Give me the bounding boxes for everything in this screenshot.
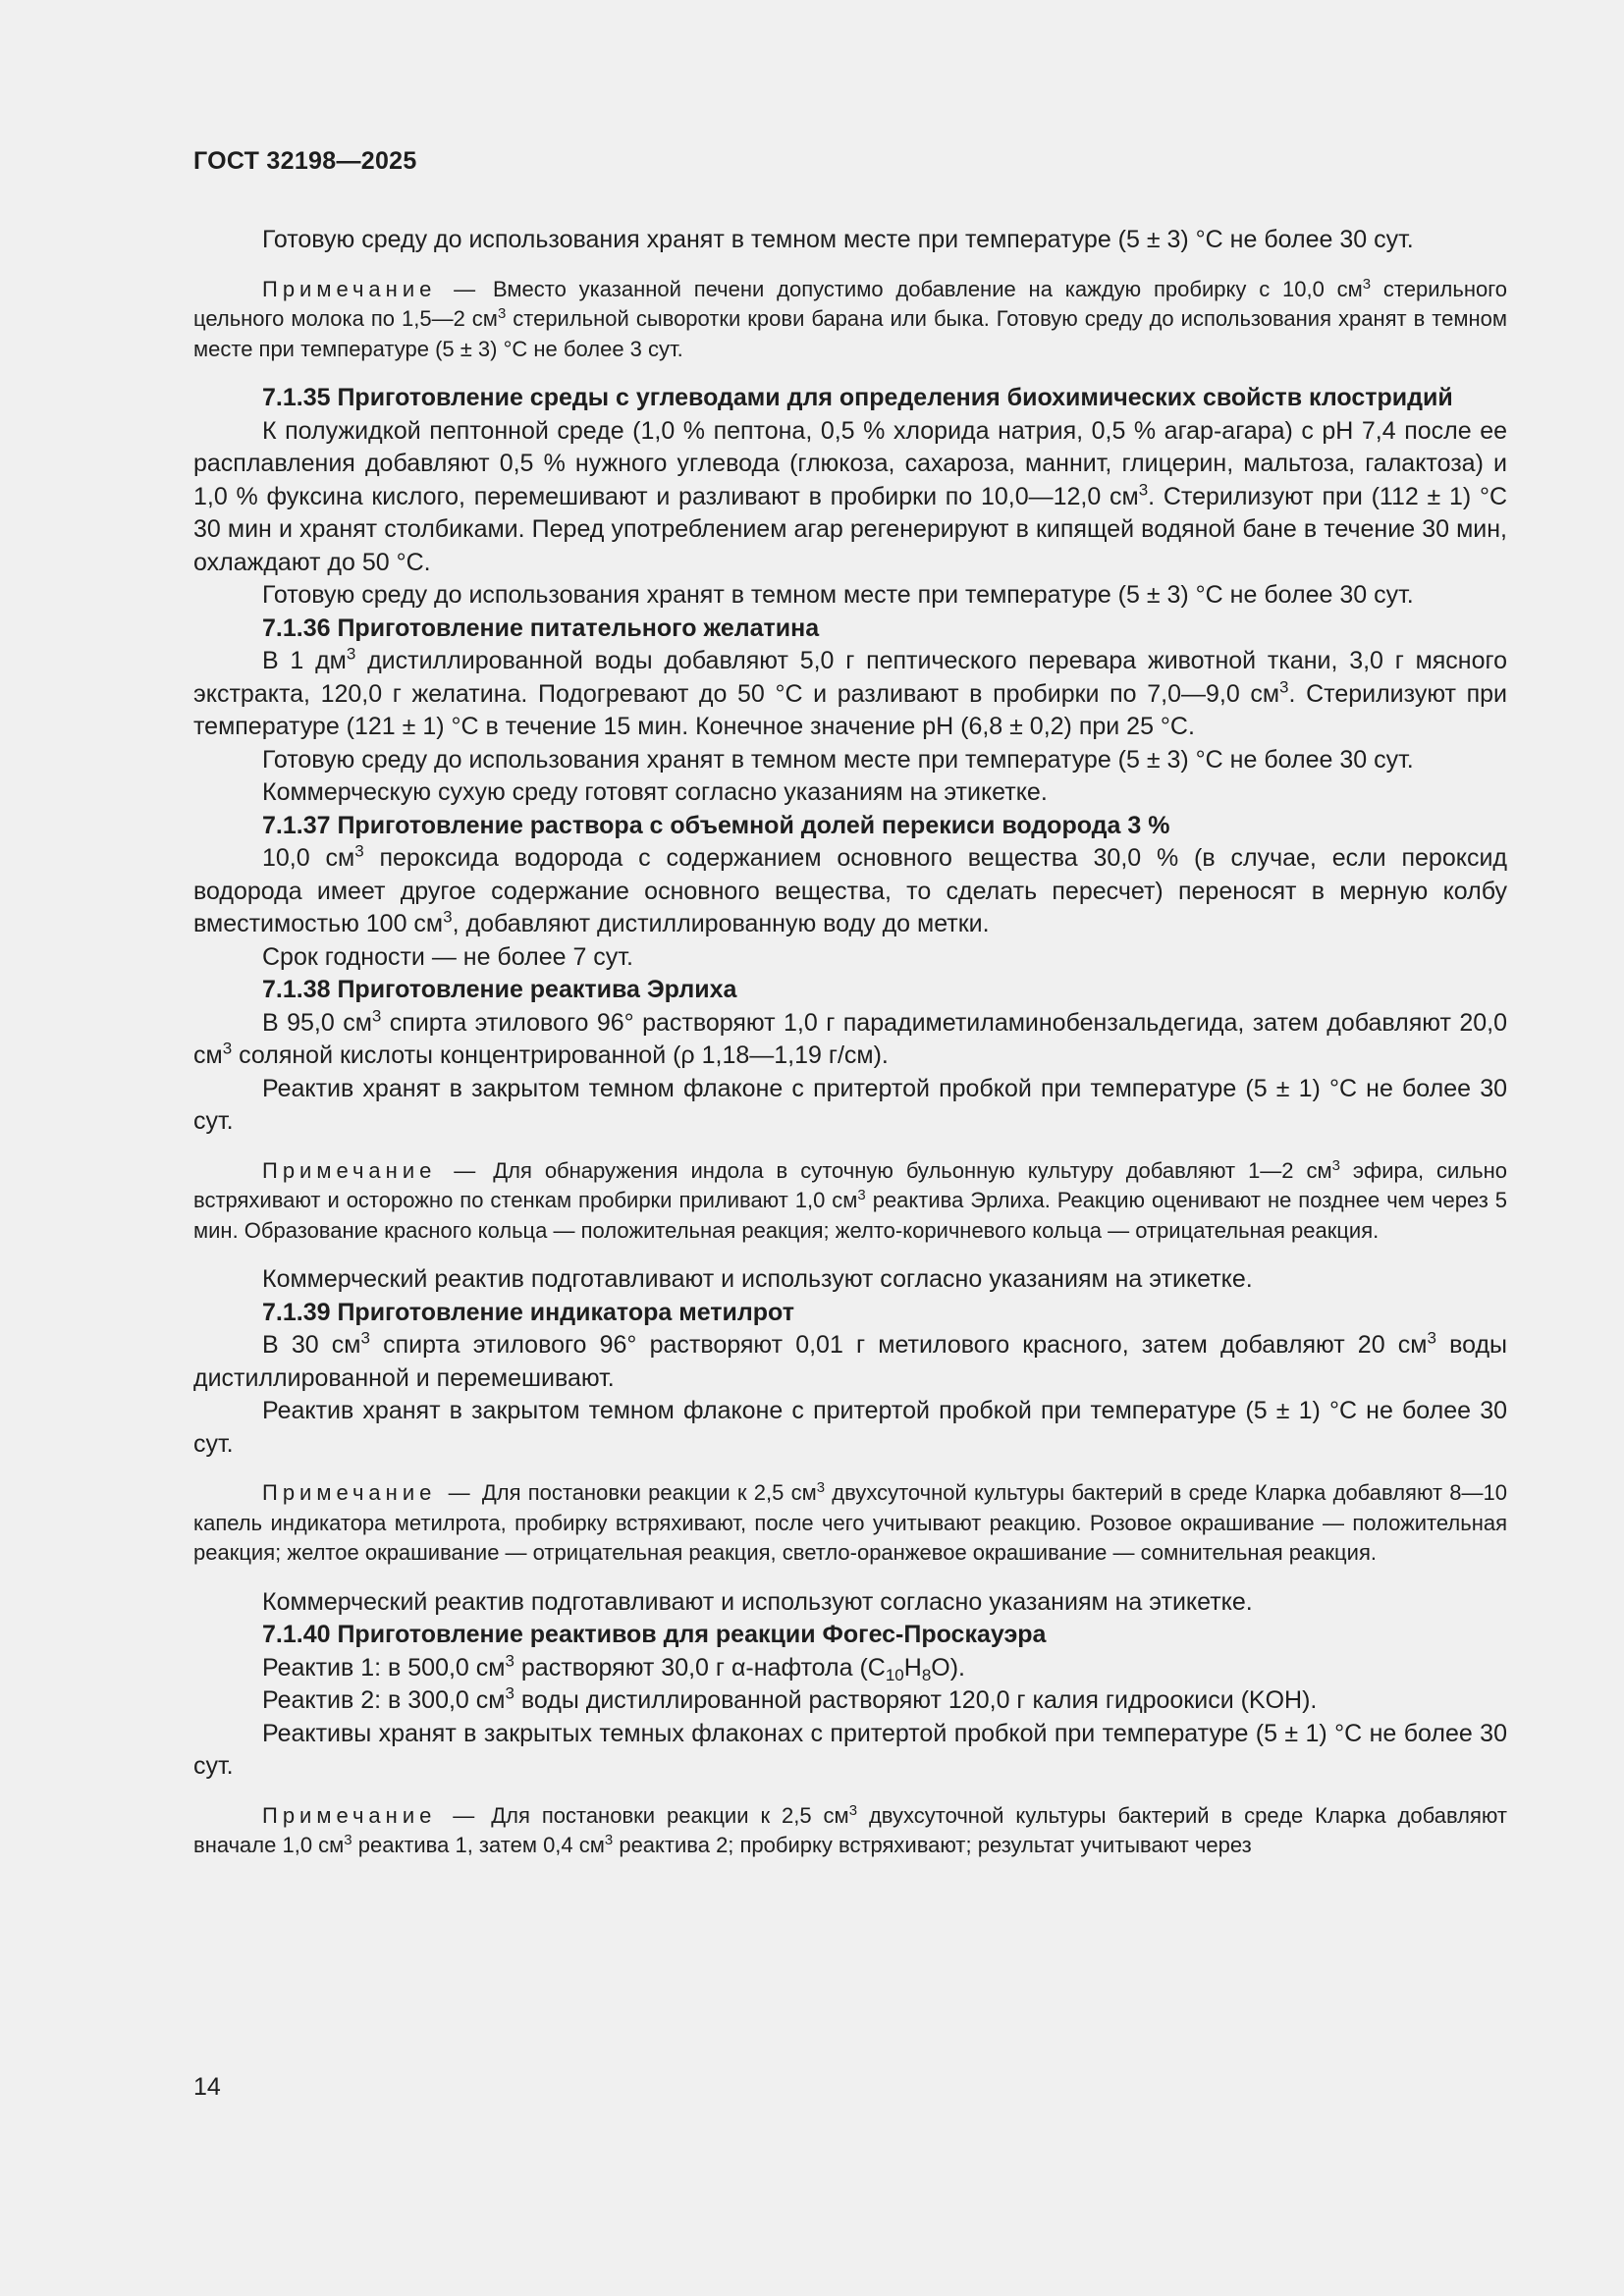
paragraph: Готовую среду до использования хранят в темном месте при температуре (5 ± 3) °С не более 30 сут. bbox=[262, 226, 1414, 253]
note-label: Примечание — bbox=[262, 276, 481, 301]
paragraph: В 95,0 $см^3$ спирта этилового 96° растворяют 1,0 г парадиметиламинобензальдегида, затем добавляют 20,0 $см^3$ соляной кислоты концентрированной (ρ 1,18—1,19 г/см). bbox=[193, 1006, 1507, 1069]
page-number: 14 bbox=[193, 2073, 221, 2101]
note: Примечание — Вместо указанной печени допустимо добавление на каждую пробирку с 10,0 $см^3$ стерильного цельного молока по 1,5—2 $см^3$ стерильной сыворотки крови барана или быка. Готовую среду до использования хранят в темном месте при температуре (5 ± 3) °С не более 3 сут. bbox=[193, 275, 1507, 361]
note-label: Примечание — bbox=[262, 1480, 475, 1505]
paragraph: Реактивы хранят в закрытых темных флаконах с притертой пробкой при температуре (5 ± 1) °С не более 30 сут. bbox=[193, 1719, 1507, 1780]
note: Примечание — Для обнаружения индола в суточную бульонную культуру добавляют 1—2 $см^3$ эфира, сильно встряхивают и осторожно по стенкам пробирки приливают 1,0 $см^3$ реактива Эрлиха. Реакцию оценивают не позднее чем через 5 мин. Образование красного кольца — положительная реакция; желто-коричневого кольца — отрицательная реакция. bbox=[193, 1156, 1507, 1243]
note: Примечание — Для постановки реакции к 2,5 $см^3$ двухсуточной культуры бактерий в среде Кларка добавляют 8—10 капель индикатора метилрота, пробирку встряхивают, после чего учитывают реакцию. Розовое окрашивание — положительная реакция; желтое окрашивание — отрицательная реакция, светло-оранжевое окрашивание — сомнительная реакция. bbox=[193, 1478, 1507, 1565]
paragraph: Коммерческую сухую среду готовят согласно указаниям на этикетке. bbox=[262, 778, 1048, 806]
paragraph: Готовую среду до использования хранят в темном месте при температуре (5 ± 3) °С не более 30 сут. bbox=[262, 581, 1414, 609]
paragraph: К полужидкой пептонной среде (1,0 % пептона, 0,5 % хлорида натрия, 0,5 % агар-агара) с рН 7,4 после ее расплавления добавляют 0,5 % нужного углевода (глюкоза, сахароза, маннит, глицерин, мальтоза, галактоза) и 1,0 % фуксина кислого, перемешивают и разливают в пробирки по 10,0—12,0 $см^3$. Стерилизуют при (112 ± 1) °С 30 мин и хранят столбиками. Перед употреблением агар регенерируют в кипящей водяной бане в течение 30 мин, охлаждают до 50 °С. bbox=[193, 416, 1507, 576]
section-heading: 7.1.39 Приготовление индикатора метилрот bbox=[262, 1298, 794, 1326]
paragraph: Реактив 2: в 300,0 $см^3$ воды дистиллированной растворяют 120,0 г калия гидроокиси (KOH). bbox=[262, 1683, 1318, 1714]
section-heading: 7.1.36 Приготовление питательного желатина bbox=[262, 614, 820, 642]
paragraph: В 30 $см^3$ спирта этилового 96° растворяют 0,01 г метилового красного, затем добавляют 20 $см^3$ воды дистиллированной и перемешивают. bbox=[193, 1328, 1508, 1392]
section-heading: 7.1.38 Приготовление реактива Эрлиха bbox=[262, 976, 737, 1003]
document-body bbox=[193, 224, 1507, 1879]
note-label: Примечание — bbox=[262, 1802, 480, 1828]
paragraph: Готовую среду до использования хранят в темном месте при температуре (5 ± 3) °С не более 30 сут. bbox=[262, 745, 1414, 774]
note: Примечание — Для постановки реакции к 2,5 $см^3$ двухсуточной культуры бактерий в среде Кларка добавляют вначале 1,0 $см^3$ реактива 1, затем 0,4 $см^3$ реактива 2; пробирку встряхивают; результат учитывают через bbox=[193, 1801, 1507, 1857]
paragraph: В 1 $дм^3$ дистиллированной воды добавляют 5,0 г пептического перевара животной ткани, 3,0 г мясного экстракта, 120,0 г желатина. Подогревают до 50 °С и разливают в пробирки по 7,0—9,0 $см^3$. Стерилизуют при температуре (121 ± 1) °С в течение 15 мин. Конечное значение рН (6,8 ± 0,2) при 25 °С. bbox=[193, 644, 1508, 740]
paragraph: Коммерческий реактив подготавливают и используют согласно указаниям на этикетке. bbox=[262, 1265, 1253, 1293]
section-heading: 7.1.40 Приготовление реактивов для реакции Фогес-Проскауэра bbox=[262, 1621, 1047, 1648]
paragraph: Реактив 1: в 500,0 $см^3$ растворяют 30,0 г α-нафтола $(С_{10}Н_8О)$. bbox=[262, 1651, 965, 1684]
paragraph: Реактив хранят в закрытом темном флаконе с притертой пробкой при температуре (5 ± 1) °С не более 30 сут. bbox=[193, 1397, 1507, 1458]
section-heading: 7.1.35 Приготовление среды с углеводами для определения биохимических свойств клостридий bbox=[262, 384, 1453, 411]
paragraph: Коммерческий реактив подготавливают и используют согласно указаниям на этикетке. bbox=[262, 1587, 1253, 1616]
paragraph: 10,0 $см^3$ пероксида водорода с содержанием основного вещества 30,0 % (в случае, если пероксид водорода имеет другое содержание основного вещества, то сделать пересчет) переносят в мерную колбу вместимостью 100 $см^3$, добавляют дистиллированную воду до метки. bbox=[193, 841, 1507, 937]
note-label: Примечание — bbox=[262, 1157, 481, 1183]
paragraph: Реактив хранят в закрытом темном флаконе с притертой пробкой при температуре (5 ± 1) °С не более 30 сут. bbox=[193, 1074, 1507, 1135]
document-header: ГОСТ 32198—2025 bbox=[193, 147, 417, 175]
section-heading: 7.1.37 Приготовление раствора с объемной долей перекиси водорода 3 % bbox=[262, 811, 1170, 839]
paragraph: Срок годности — не более 7 сут. bbox=[262, 942, 633, 971]
